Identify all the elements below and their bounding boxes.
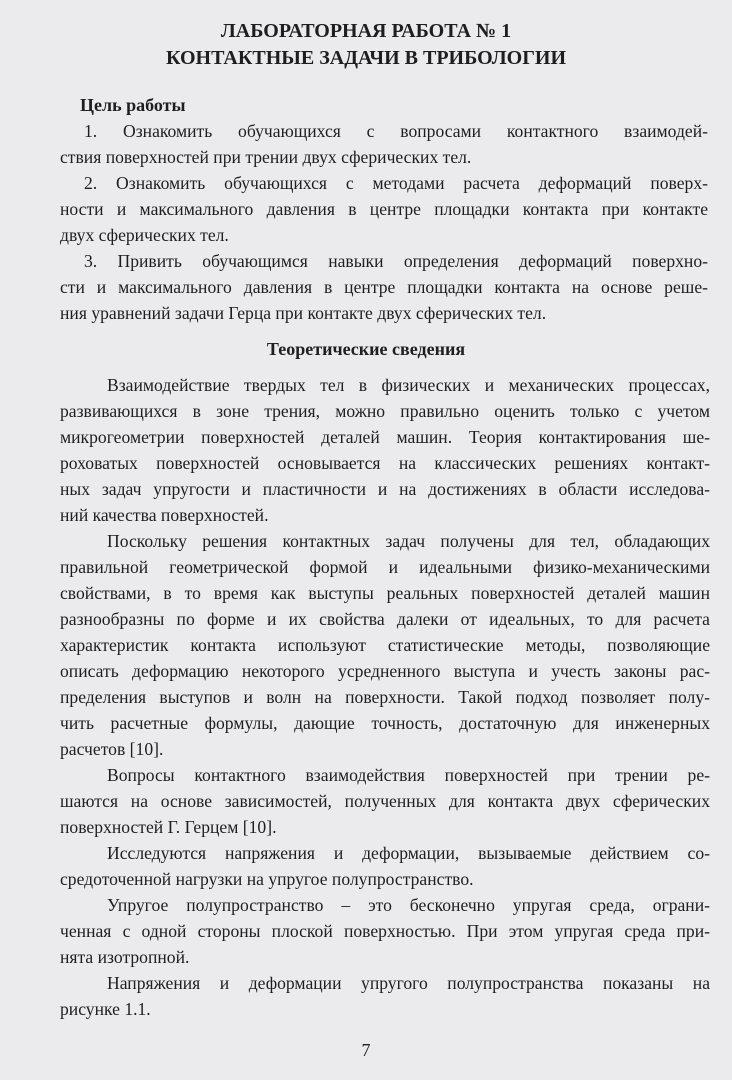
- theory-line: поверхностей Г. Герцем [10].: [60, 817, 277, 837]
- theory-line: ний качества поверхностей.: [60, 505, 269, 525]
- theory-line: Упругое полупространство – это бесконечно упругая среда, ограни-: [107, 895, 710, 915]
- theory-line: пределения выступов и волн на поверхности. Такой подход позволяет полу-: [60, 687, 710, 707]
- theory-line: ных задач упругости и пластичности и на достижениях в области исследова-: [60, 479, 710, 499]
- goal-heading: Цель работы: [80, 95, 186, 115]
- theory-line: рисунке 1.1.: [60, 999, 151, 1019]
- theory-line: микрогеометрии поверхностей деталей машин. Теория контактирования ше-: [60, 427, 710, 447]
- theory-section: [60, 372, 710, 1022]
- goal-line: 3. Привить обучающимся навыки определения деформаций поверхно-: [84, 251, 708, 271]
- goal-line: 1. Ознакомить обучающихся с вопросами контактного взаимодей-: [84, 121, 708, 141]
- theory-line: разнообразны по форме и их свойства далеки от идеальных, то для расчета: [60, 609, 710, 629]
- theory-line: Взаимодействие твердых тел в физических и механических процессах,: [107, 375, 710, 395]
- theory-line: Исследуются напряжения и деформации, вызываемые действием со-: [107, 843, 710, 863]
- goal-line: ния уравнений задачи Герца при контакте двух сферических тел.: [60, 303, 547, 323]
- theory-line: развивающихся в зоне трения, можно правильно оценить только с учетом: [60, 401, 710, 421]
- lab-title-line-2: КОНТАКТНЫЕ ЗАДАЧИ В ТРИБОЛОГИИ: [165, 47, 567, 69]
- goal-line: сти и максимального давления в центре площадки контакта на основе реше-: [60, 277, 708, 297]
- theory-line: ченная с одной стороны плоской поверхностью. При этом упругая среда при-: [60, 921, 710, 941]
- theory-line: Вопросы контактного взаимодействия поверхностей при трении ре-: [107, 765, 710, 785]
- theory-line: описать деформацию некоторого усредненного выступа и учесть законы рас-: [60, 661, 710, 681]
- theory-line: характеристик контакта используют статистические методы, позволяющие: [60, 635, 710, 655]
- theory-line: средоточенной нагрузки на упругое полупространство.: [60, 869, 474, 889]
- goal-section: [60, 118, 708, 326]
- lab-title: [0, 18, 732, 72]
- lab-title-line-1: ЛАБОРАТОРНАЯ РАБОТА № 1: [220, 20, 512, 42]
- theory-line: расчетов [10].: [60, 739, 164, 759]
- theory-line: свойствами, в то время как выступы реальных поверхностей деталей машин: [60, 583, 710, 603]
- goal-line: ствия поверхностей при трении двух сферических тел.: [60, 147, 472, 167]
- theory-heading: Теоретические сведения: [266, 339, 466, 359]
- theory-line: шаются на основе зависимостей, полученных для контакта двух сферических: [60, 791, 710, 811]
- goal-line: двух сферических тел.: [60, 225, 229, 245]
- theory-line: роховатых поверхностей основывается на классических решениях контакт-: [60, 453, 710, 473]
- theory-line: Напряжения и деформации упругого полупространства показаны на: [107, 973, 710, 993]
- page-number: 7: [361, 1040, 371, 1060]
- theory-line: Поскольку решения контактных задач получены для тел, обладающих: [107, 531, 710, 551]
- theory-line: нята изотропной.: [60, 947, 190, 967]
- goal-line: ности и максимального давления в центре площадки контакта при контакте: [60, 199, 708, 219]
- goal-line: 2. Ознакомить обучающихся с методами расчета деформаций поверх-: [84, 173, 708, 193]
- theory-line: чить расчетные формулы, дающие точность, достаточную для инженерных: [60, 713, 710, 733]
- theory-line: правильной геометрической формой и идеальными физико-механическими: [60, 557, 710, 577]
